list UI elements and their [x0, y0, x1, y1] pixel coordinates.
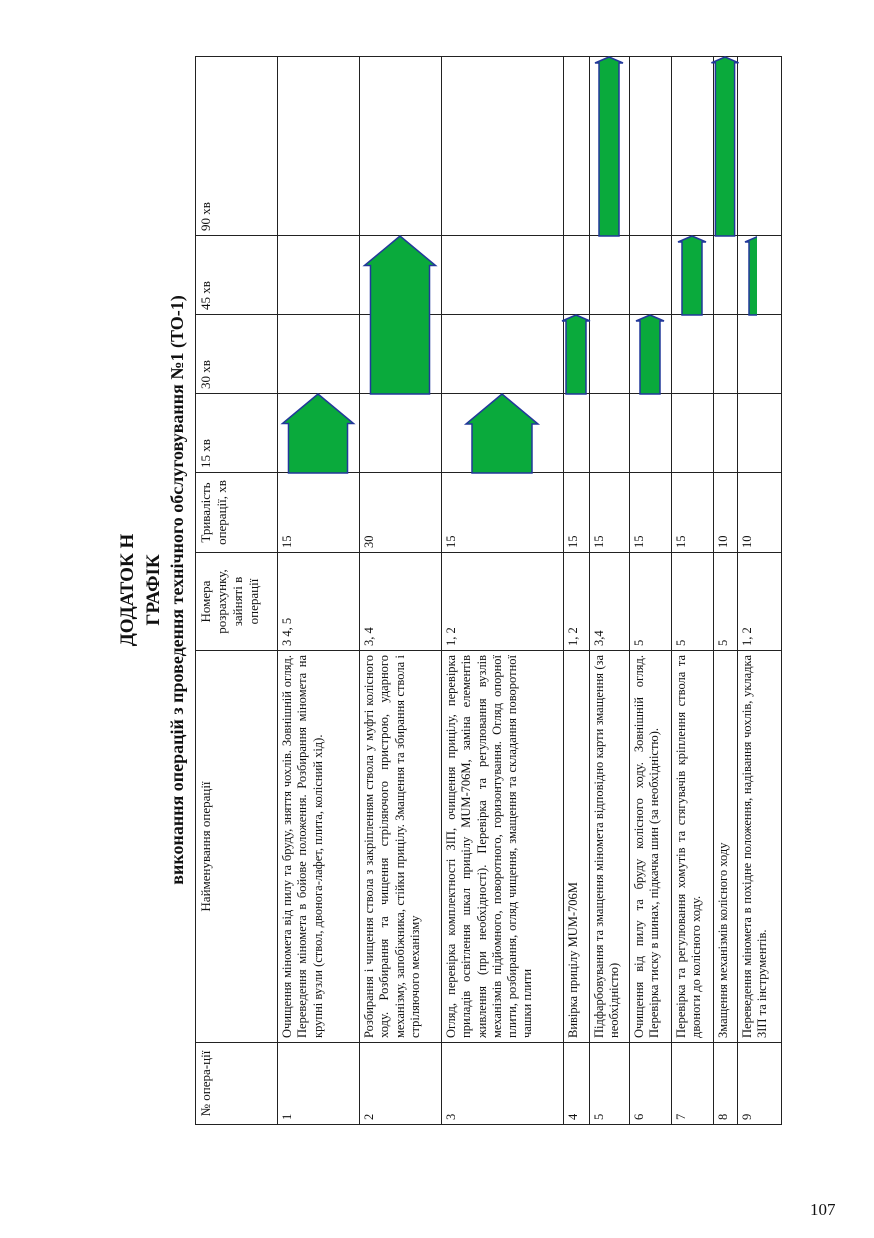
page-number: 107: [810, 1200, 836, 1219]
table-row: [590, 57, 630, 1125]
time-cell: [714, 315, 738, 394]
op-number: 1: [278, 1043, 360, 1125]
time-cell: [360, 57, 442, 236]
time-cell: [442, 57, 564, 236]
time-cell: [590, 236, 630, 315]
chart-title: ГРАФІК: [143, 554, 164, 626]
header-time-90: 90 хв: [196, 57, 278, 236]
op-duration: 15: [630, 473, 672, 553]
op-duration: 15: [442, 473, 564, 553]
time-cell: [564, 315, 590, 394]
header-time-30: 30 хв: [196, 315, 278, 394]
op-crew: 5: [714, 553, 738, 651]
schedule-table: [195, 56, 782, 1125]
time-cell: [442, 394, 564, 473]
op-duration: 15: [564, 473, 590, 553]
op-name: Розбирання і чищення ствола з закріпленням ствола у муфті колісного ходу. Розбирання та чищення стріляючого пристрою, ударного механізму, запобіжника, стійки прицілу. Змащення та збирання ствола і стріляючого механізму: [360, 651, 442, 1043]
op-duration: 10: [714, 473, 738, 553]
time-cell: [278, 394, 360, 473]
header-op-number: № опера-ції: [196, 1043, 278, 1125]
op-name: Переведення мінометa в похідне положення, надівання чохлів, укладка ЗІП та інструментів.: [738, 651, 782, 1043]
op-duration: 10: [738, 473, 782, 553]
time-cell: [564, 394, 590, 473]
header-time-45: 45 хв: [196, 236, 278, 315]
time-cell: [738, 236, 782, 315]
op-number: 2: [360, 1043, 442, 1125]
time-cell: [442, 236, 564, 315]
header-op-name: Найменування операції: [196, 651, 278, 1043]
header-row: [196, 57, 278, 1125]
op-duration: 30: [360, 473, 442, 553]
op-crew: 3 4, 5: [278, 553, 360, 651]
time-cell: [672, 236, 714, 315]
rotated-page-content: [117, 55, 770, 1125]
time-cell: [672, 315, 714, 394]
time-cell: [590, 394, 630, 473]
time-cell: [672, 57, 714, 236]
time-cell: [714, 57, 738, 236]
op-number: 6: [630, 1043, 672, 1125]
time-cell: [714, 236, 738, 315]
time-cell: [590, 57, 630, 236]
op-crew: 5: [672, 553, 714, 651]
time-cell: [630, 394, 672, 473]
time-cell: [278, 236, 360, 315]
op-number: 3: [442, 1043, 564, 1125]
time-cell: [360, 394, 442, 473]
time-cell: [564, 236, 590, 315]
time-cell: [714, 394, 738, 473]
time-cell: [630, 236, 672, 315]
table-row: [360, 57, 442, 1125]
table-row: [564, 57, 590, 1125]
time-cell: [442, 315, 564, 394]
op-crew: 1, 2: [564, 553, 590, 651]
op-name: Змащення механізмів колісного ходу: [714, 651, 738, 1043]
table-row: [630, 57, 672, 1125]
op-crew: 1, 2: [442, 553, 564, 651]
time-cell: [564, 57, 590, 236]
op-name: Перевірка та регулювання хомутів та стягувачів кріплення ствола та двоноги до колісного ходу.: [672, 651, 714, 1043]
op-name: Огляд, перевірка комплектності ЗІП, очищення прицілу, перевірка приладів освітлення шкал прицілу MUM-706M, заміна елементів живлення (при необхідності). Перевірка та регулювання вузлів механізмів підйомного, поворотного, горизонтування. Огляд опорної плити, розбирання, огляд чищення, змащення та складання поворотної чашки плити: [442, 651, 564, 1043]
op-number: 8: [714, 1043, 738, 1125]
op-name: Підфарбовування та змащення мінометa відповідно карти змащення (за необхідністю): [590, 651, 630, 1043]
table-row: [738, 57, 782, 1125]
time-cell: [278, 57, 360, 236]
chart-subtitle: виконання операцій з проведення технічного обслуговування №1 (ТО-1): [167, 295, 187, 885]
table-row: [672, 57, 714, 1125]
op-crew: 5: [630, 553, 672, 651]
time-cell: [360, 236, 442, 315]
op-duration: 15: [672, 473, 714, 553]
appendix-heading: ДОДАТОК Н: [117, 533, 138, 647]
table-row: [278, 57, 360, 1125]
op-number: 4: [564, 1043, 590, 1125]
op-name: Очищення мінометa від пилу та бруду, зняття чохлів. Зовнішній огляд. Переведення мінометa в бойове положення. Розбирання мінометa на крупні вузли (ствол, двонога-лафет, плита, колісний хід).: [278, 651, 360, 1043]
time-cell: [672, 394, 714, 473]
time-cell: [360, 315, 442, 394]
op-name: Вивірка прицілу MUM-706M: [564, 651, 590, 1043]
header-crew: Номера розрахунку, зайняті в операції: [196, 553, 278, 651]
time-cell: [630, 57, 672, 236]
table-row: [714, 57, 738, 1125]
header-time-15: 15 хв: [196, 394, 278, 473]
op-number: 9: [738, 1043, 782, 1125]
time-cell: [278, 315, 360, 394]
time-cell: [630, 315, 672, 394]
time-cell: [738, 394, 782, 473]
time-cell: [590, 315, 630, 394]
op-number: 5: [590, 1043, 630, 1125]
table-row: [442, 57, 564, 1125]
op-number: 7: [672, 1043, 714, 1125]
header-duration: Тривалість операції, хв: [196, 473, 278, 553]
time-cell: [738, 315, 782, 394]
op-name: Очищення від пилу та бруду колісного ходу. Зовнішній огляд. Перевірка тиску в шинах, підкачка шин (за необхідністю).: [630, 651, 672, 1043]
op-duration: 15: [590, 473, 630, 553]
op-duration: 15: [278, 473, 360, 553]
op-crew: 3, 4: [360, 553, 442, 651]
op-crew: 1, 2: [738, 553, 782, 651]
time-cell: [738, 57, 782, 236]
op-crew: 3,4: [590, 553, 630, 651]
